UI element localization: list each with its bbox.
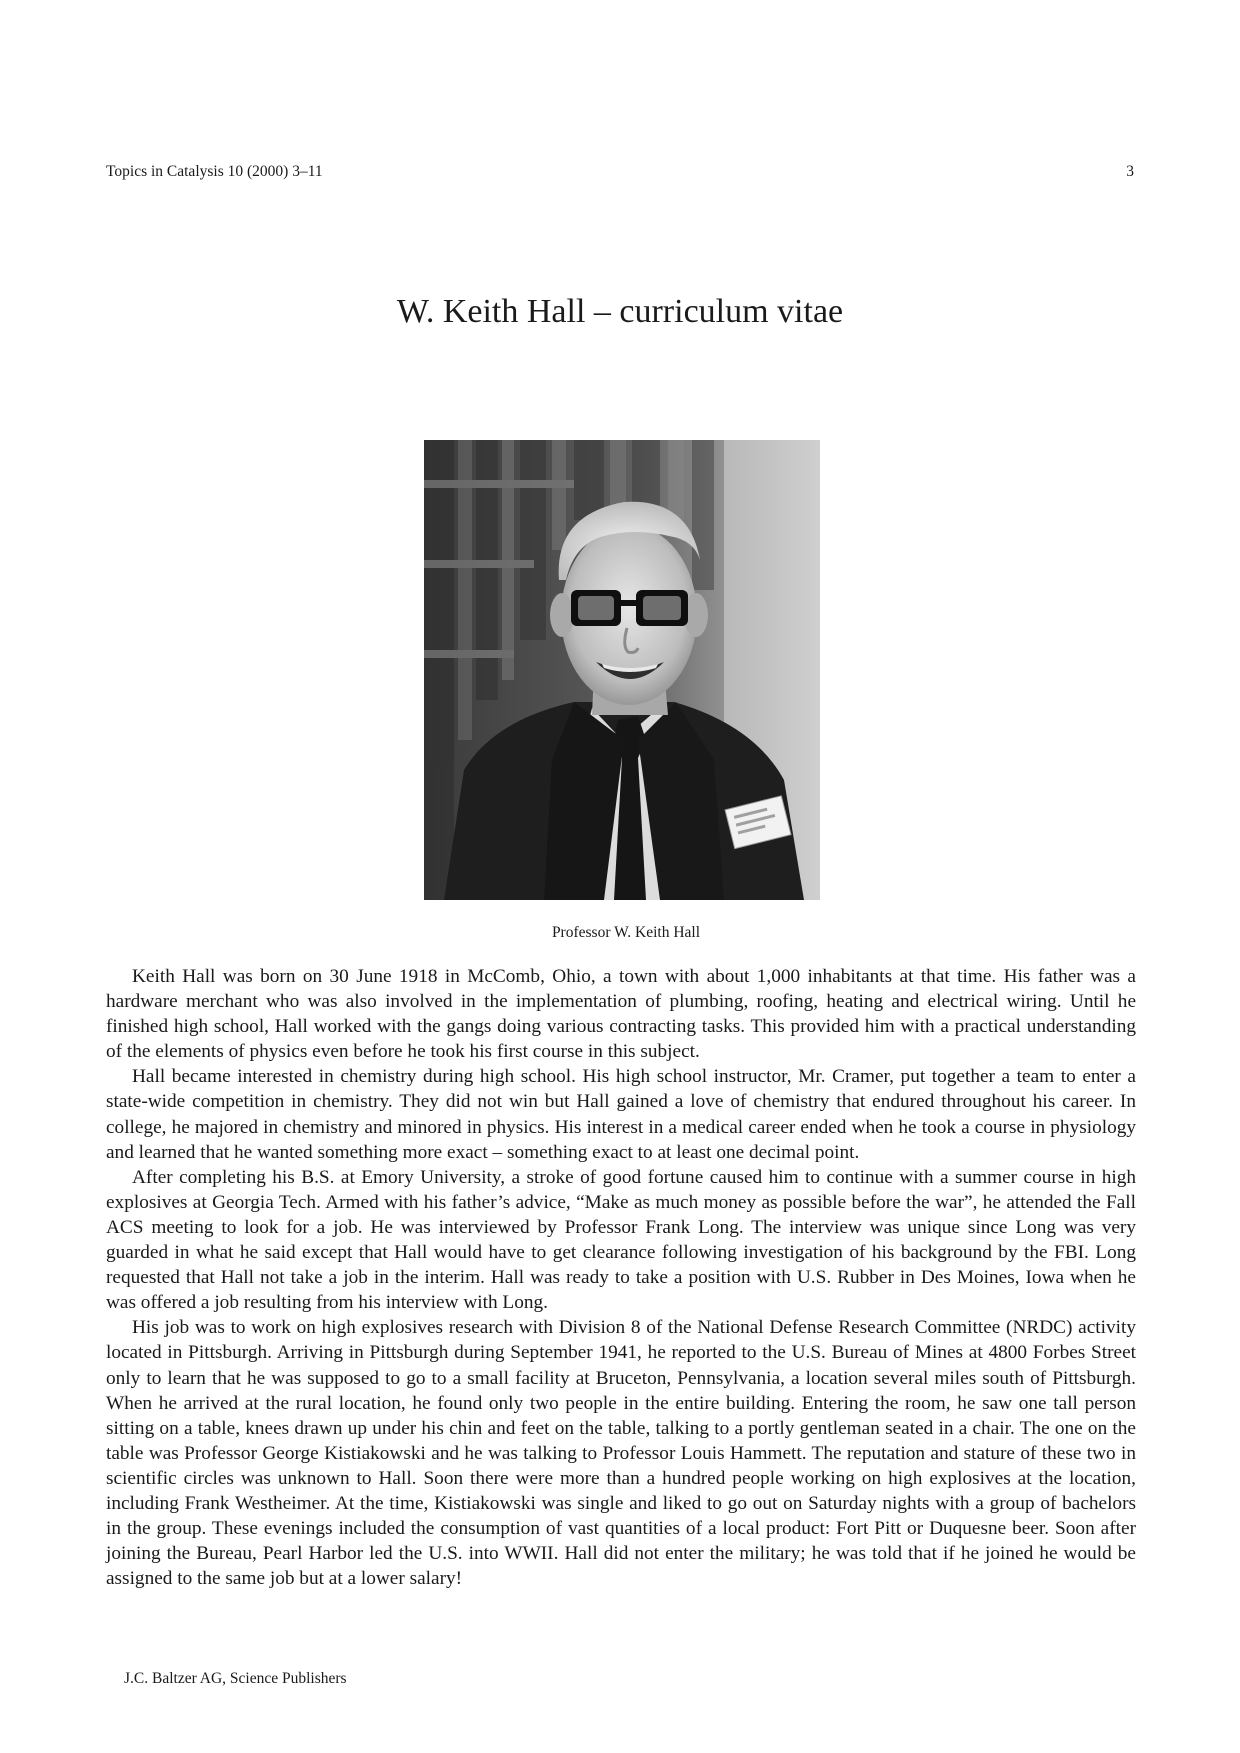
body-paragraph: His job was to work on high explosives research with Division 8 of the National Defense Research Committee (NRDC) activity located in Pittsburgh. Arriving in Pittsburgh during September 1941, he reported to the U.S. Bureau of Mines at 4800 Forbes Street only to learn that he was supposed to go to a small facility at Bruceton, Pennsylvania, a location several miles south of Pittsburgh. When he arrived at the rural location, he found only two people in the entire building. Entering the room, he saw one tall person sitting on a table, knees drawn up under his chin and feet on the table, talking to a portly gentleman seated in a chair. The one on the table was Professor George Kistiakowski and he was talking to Professor Louis Hammett. The reputation and stature of these two in scientific circles was unknown to Hall. Soon there were more than a hundred people working on high explosives at the location, including Frank Westheimer. At the time, Kistiakowski was single and liked to go out on Saturday nights with a group of bachelors in the group. These evenings included the consumption of vast quantities of a local product: Fort Pitt or Duquesne beer. Soon after joining the Bureau, Pearl Harbor led the U.S. into WWII. Hall did not enter the military; he was told that if he joined he would be assigned to the same job but at a lower salary!	[106, 1317, 1136, 1590]
publisher-footer: J.C. Baltzer AG, Science Publishers	[124, 1670, 347, 1687]
body-paragraph: After completing his B.S. at Emory University, a stroke of good fortune caused him to continue with a summer course in high explosives at Georgia Tech. Armed with his father’s advice, “Make as much money as possible before the war”, he attended the Fall ACS meeting to look for a job. He was interviewed by Professor Frank Long. The interview was unique since Long was very guarded in what he said except that Hall would have to get clearance following investigation of his background by the FBI. Long requested that Hall not take a job in the interim. Hall was ready to take a position with U.S. Rubber in Des Moines, Iowa when he was offered a job resulting from his interview with Long.	[106, 1166, 1136, 1314]
figure-caption: Professor W. Keith Hall	[551, 924, 701, 941]
journal-citation: Topics in Catalysis 10 (2000) 3–11	[106, 163, 323, 180]
article-body	[106, 964, 1136, 1591]
portrait-photo	[424, 440, 820, 900]
body-paragraph: Hall became interested in chemistry during high school. His high school instructor, Mr. Cramer, put together a team to enter a state-wide competition in chemistry. They did not win but Hall gained a love of chemistry that endured throughout his career. In college, he majored in chemistry and minored in physics. His interest in a medical career ended when he took a course in physiology and learned that he wanted something more exact – something exact to at least one decimal point.	[106, 1066, 1136, 1163]
body-paragraph: Keith Hall was born on 30 June 1918 in McComb, Ohio, a town with about 1,000 inhabitants at that time. His father was a hardware merchant who was also involved in the implementation of plumbing, roofing, heating and electrical wiring. Until he finished high school, Hall worked with the gangs doing various contracting tasks. This provided him with a practical understanding of the elements of physics even before he took his first course in this subject.	[106, 966, 1136, 1063]
page-number: 3	[1126, 163, 1134, 180]
running-head	[106, 163, 1134, 181]
portrait-illustration	[424, 440, 820, 900]
article-title: W. Keith Hall – curriculum vitae	[396, 293, 844, 330]
